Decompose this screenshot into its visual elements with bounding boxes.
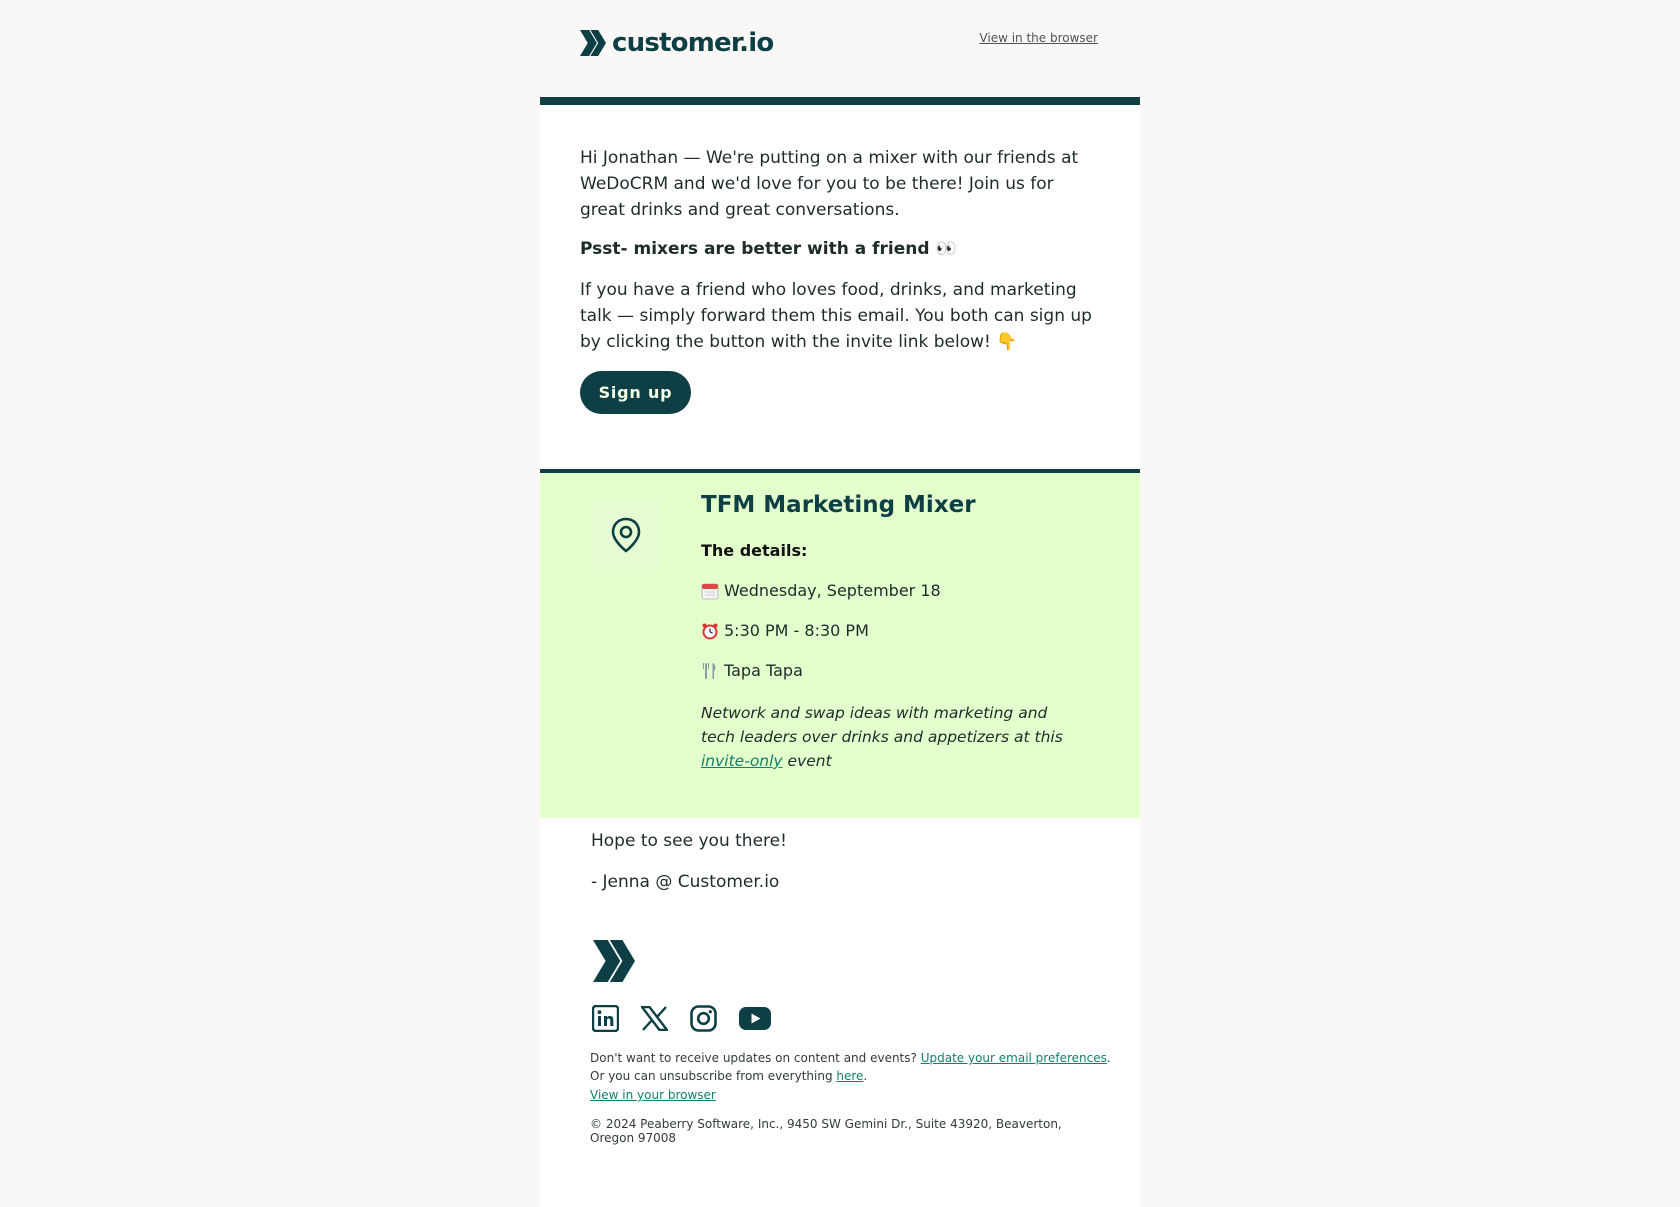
x-icon[interactable] (641, 1006, 668, 1031)
forward-text: If you have a friend who loves food, drinks, and marketing talk — simply forward them this email. You both can sign up by clicking the button with the invite link below! (580, 280, 1092, 352)
event-section (540, 473, 1140, 818)
event-time-row (701, 621, 869, 640)
event-venue: Tapa Tapa (724, 661, 803, 680)
psst-text: Psst- mixers are better with a friend (580, 239, 930, 259)
unsubscribe-link[interactable]: here (836, 1069, 864, 1083)
map-pin-icon (610, 517, 642, 553)
copyright-notice: © 2024 Peaberry Software, Inc., 9450 SW Gemini Dr., Suite 43920, Beaverton, Oregon 97008 (590, 1117, 1062, 1145)
greeting-paragraph: Hi Jonathan — We're putting on a mixer with our friends at WeDoCRM and we'd love for you to be there! Join us for great drinks and great conversations. (580, 148, 1079, 220)
intro-section (540, 105, 1140, 469)
signature: - Jenna @ Customer.io (591, 872, 780, 892)
linkedin-icon[interactable] (592, 1005, 619, 1032)
event-date-row (701, 581, 941, 600)
event-description (701, 701, 1076, 773)
alarm-clock-icon (701, 622, 719, 640)
point-down-emoji: 👇 (996, 332, 1018, 352)
event-desc-before: Network and swap ideas with marketing and tech leaders over drinks and appetizers at this (701, 704, 1063, 746)
event-date: Wednesday, September 18 (724, 581, 941, 600)
signoff-line: Hope to see you there! (591, 831, 787, 851)
view-in-your-browser-link[interactable]: View in your browser (590, 1088, 716, 1102)
social-links (592, 1005, 793, 1032)
fork-knife-icon (701, 662, 719, 680)
details-label: The details: (701, 541, 808, 560)
preferences-text: Don't want to receive updates on content and events? (590, 1051, 921, 1065)
brand-logo[interactable] (580, 28, 773, 58)
customerio-logo-icon[interactable] (592, 940, 636, 982)
sign-up-button[interactable]: Sign up (580, 371, 691, 414)
view-browser-line (590, 1086, 716, 1104)
calendar-icon (701, 582, 719, 600)
header-divider (540, 97, 1140, 105)
view-in-browser-link[interactable]: View in the browser (979, 31, 1098, 45)
psst-heading (580, 236, 1100, 262)
email-footer (540, 908, 1140, 1207)
event-desc-after: event (782, 752, 832, 770)
invite-only-link[interactable]: invite-only (701, 752, 783, 770)
email-header (540, 0, 1140, 97)
update-preferences-link[interactable]: Update your email preferences (920, 1051, 1107, 1065)
event-title: TFM Marketing Mixer (701, 492, 976, 518)
preferences-end: . (1106, 1051, 1111, 1065)
unsubscribe-line (590, 1067, 867, 1085)
signoff-section (540, 818, 1140, 908)
customerio-logo-icon (580, 30, 606, 56)
email-container (540, 0, 1140, 1207)
unsubscribe-text: Or you can unsubscribe from everything (590, 1069, 837, 1083)
youtube-icon[interactable] (739, 1007, 771, 1030)
logo-text: customer.io (612, 28, 774, 58)
instagram-icon[interactable] (690, 1005, 717, 1032)
preferences-line (590, 1049, 1111, 1067)
unsubscribe-end: . (863, 1069, 868, 1083)
event-venue-row (701, 661, 803, 680)
eyes-emoji: 👀 (935, 239, 957, 259)
map-pin-container (592, 501, 660, 569)
event-time: 5:30 PM - 8:30 PM (724, 621, 869, 640)
forward-paragraph (580, 277, 1100, 355)
